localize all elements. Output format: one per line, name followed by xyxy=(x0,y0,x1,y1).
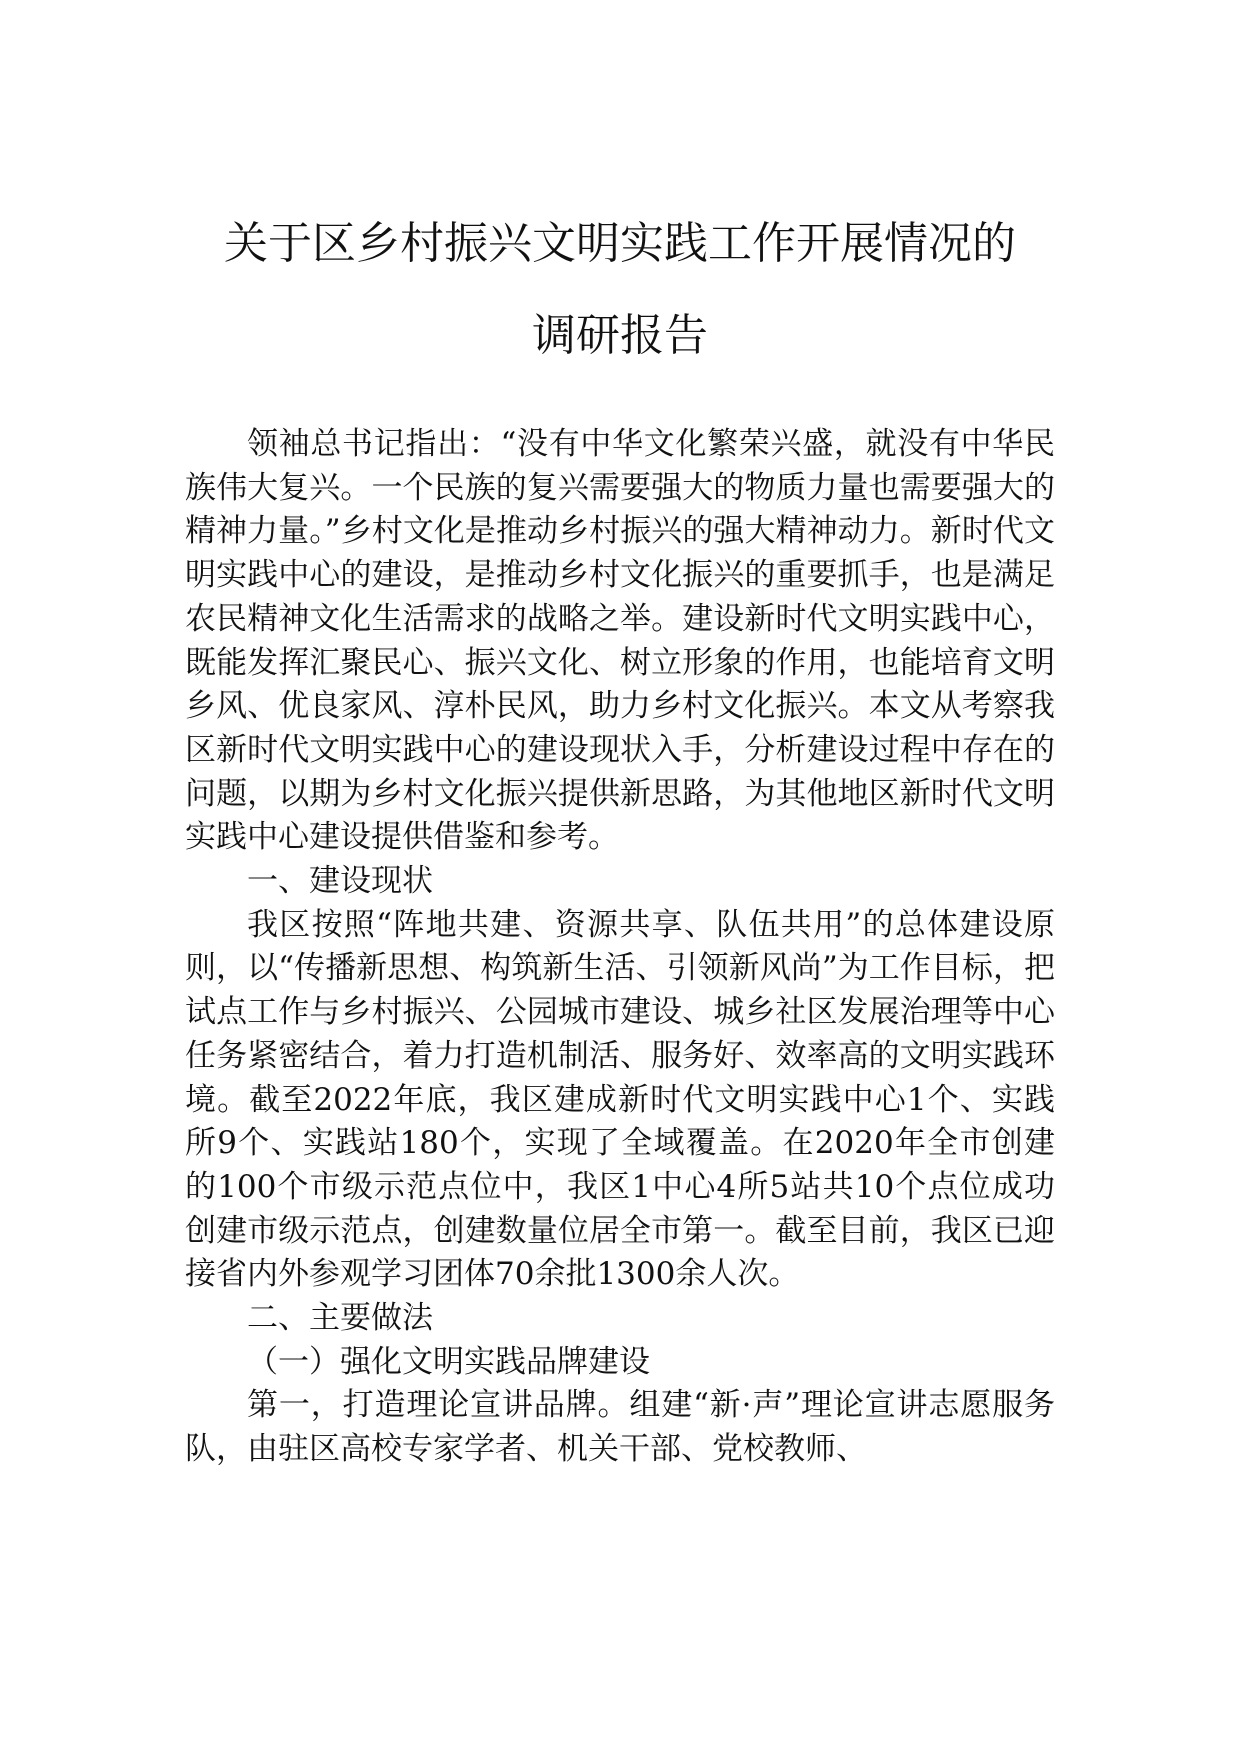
document-body xyxy=(185,423,1055,1472)
document-title-line-1: 关于区乡村振兴文明实践工作开展情况的 xyxy=(224,218,1016,269)
status-paragraph: 我区按照“阵地共建、资源共享、队伍共用”的总体建设原则，以“传播新思想、构筑新生活、引领新风尚”为工作目标，把试点工作与乡村振兴、公园城市建设、城乡社区发展治理等中心任务紧密结合，着力打造机制活、服务好、效率高的文明实践环境。截至2022年底，我区建成新时代文明实践中心1个、实践所9个、实践站180个，实现了全域覆盖。在2020年全市创建的100个市级示范点位中，我区1中心4所5站共10个点位成功创建市级示范点，创建数量位居全市第一。截至目前，我区已迎接省内外参观学习团体70余批1300余人次。 xyxy=(185,906,1055,1293)
brand-paragraph: 第一，打造理论宣讲品牌。组建“新·声”理论宣讲志愿服务队，由驻区高校专家学者、机关干部、党校教师、 xyxy=(185,1387,1055,1468)
subsection-heading-brand: （一）强化文明实践品牌建设 xyxy=(247,1343,650,1380)
section-heading-methods: 二、主要做法 xyxy=(247,1300,433,1337)
document-title-line-2: 调研报告 xyxy=(532,310,708,361)
section-heading-status: 一、建设现状 xyxy=(247,863,433,900)
intro-paragraph: 领袖总书记指出：“没有中华文化繁荣兴盛，就没有中华民族伟大复兴。一个民族的复兴需要强大的物质力量也需要强大的精神力量。”乡村文化是推动乡村振兴的强大精神动力。新时代文明实践中心的建设，是推动乡村文化振兴的重要抓手，也是满足农民精神文化生活需求的战略之举。建设新时代文明实践中心，既能发挥汇聚民心、振兴文化、树立形象的作用，也能培育文明乡风、优良家风、淳朴民风，助力乡村文化振兴。本文从考察我区新时代文明实践中心的建设现状入手，分析建设过程中存在的问题，以期为乡村文化振兴提供新思路，为其他地区新时代文明实践中心建设提供借鉴和参考。 xyxy=(185,426,1055,856)
